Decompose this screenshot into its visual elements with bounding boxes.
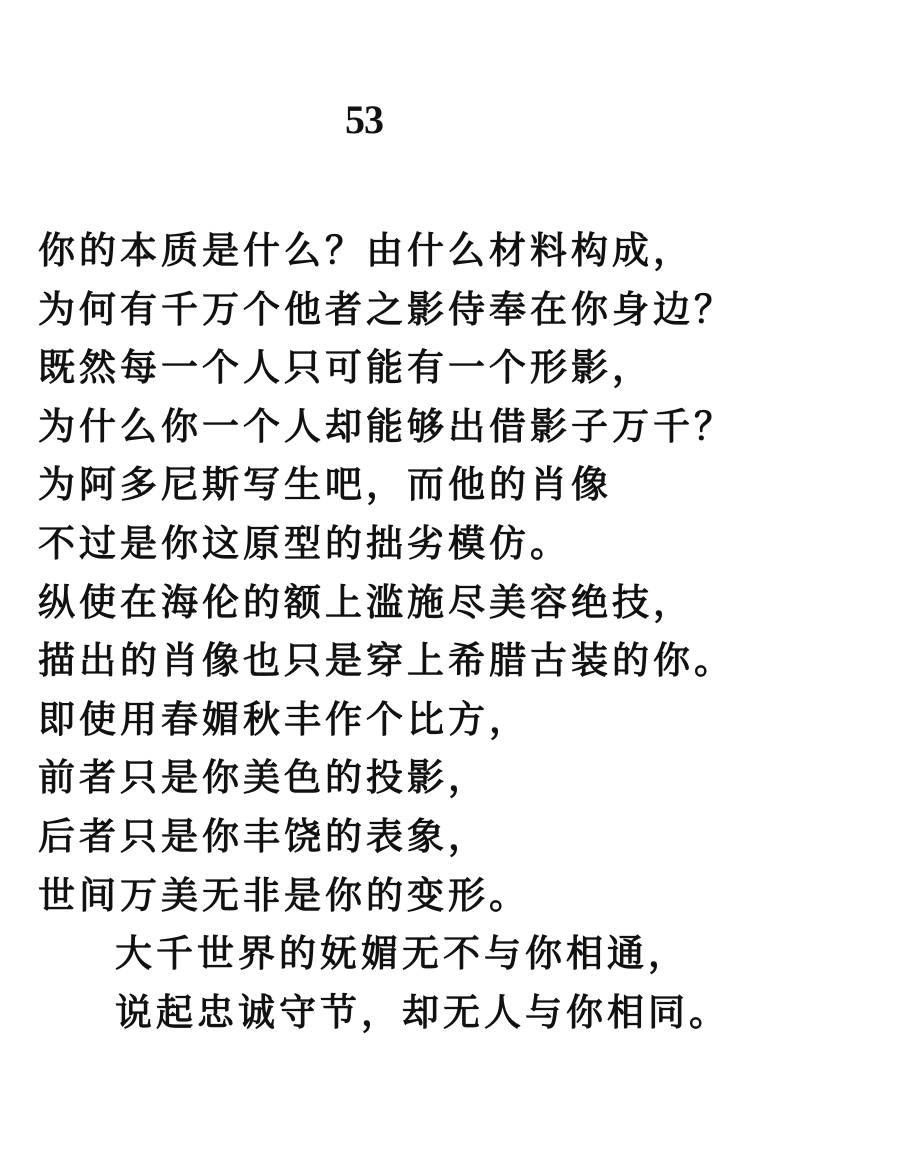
poem-line: 世间万美无非是你的变形。 [38,873,530,917]
poem-line: 为什么你一个人却能够出借影子万千？ [38,404,735,448]
poem-line: 既然每一个人只可能有一个形影， [38,346,653,390]
couplet-line: 说起忠诚守节，却无人与你相同。 [115,990,730,1034]
poem-line: 为阿多尼斯写生吧，而他的肖像 [38,463,612,507]
poem-line: 后者只是你丰饶的表象， [38,814,489,858]
poem-line: 描出的肖像也只是穿上希腊古装的你。 [38,639,735,683]
poem-line: 你的本质是什么？由什么材料构成， [38,229,694,272]
poem-line: 不过是你这原型的拙劣模仿。 [38,521,571,565]
poem-line: 即使用春媚秋丰作个比方， [38,697,530,741]
poem-line: 前者只是你美色的投影， [38,756,489,800]
poem-number: 53 [345,97,383,142]
poem-body [38,222,888,1042]
poem-line: 纵使在海伦的额上滥施尽美容绝技， [38,580,694,624]
poem-line: 为何有千万个他者之影侍奉在你身边？ [38,287,735,331]
couplet-line: 大千世界的妩媚无不与你相通， [115,932,689,976]
